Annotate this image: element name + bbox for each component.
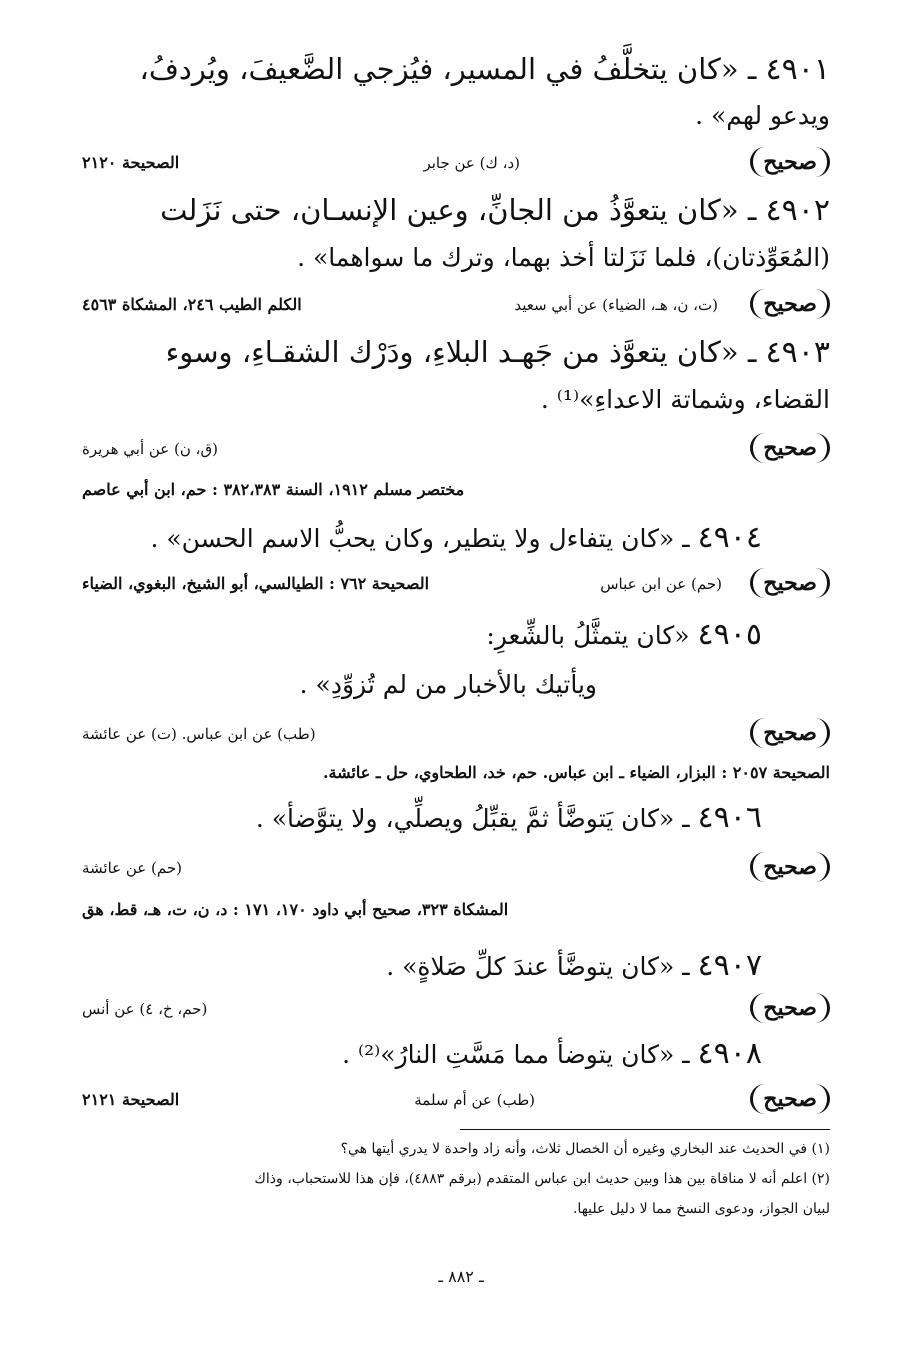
grade-badge: صحيح — [750, 568, 830, 598]
hadith-number: ٤٩٠٥ — [697, 617, 762, 652]
hadith-4905-grade-line — [82, 718, 830, 756]
footnote-rule — [460, 1129, 830, 1130]
source-text: (طب) عن ابن عباس. (ت) عن عائشة — [82, 725, 316, 743]
hadith-4906-reference: المشكاة ٣٢٣، صحيح أبي داود ١٧٠، ١٧١ : د، ن، ت، هـ، قط، هق — [82, 900, 509, 919]
hadith-4903-grade-line — [82, 433, 830, 471]
page-number: ـ ٨٨٢ ـ — [438, 1267, 484, 1286]
grade-badge: صحيح — [750, 433, 830, 463]
source-text: (ق، ن) عن أبي هريرة — [82, 440, 218, 458]
hadith-4901-grade-line — [82, 147, 830, 185]
source-text: (حم، خ، ٤) عن أنس — [82, 1000, 208, 1018]
footnote-1: (١) في الحديث عند البخاري وغيره أن الخصال ثلاث، وأنه زاد واحدة لا يدري أيتها هي؟ — [340, 1141, 830, 1157]
source-text: (ت، ن، هـ، الضياء) عن أبي سعيد — [514, 296, 718, 314]
hadith-text: ـ «كان يتوضَّأ عندَ كلِّ صَلاةٍ» . — [386, 952, 690, 981]
grade-badge: صحيح — [750, 993, 830, 1023]
hadith-4907-grade-line — [82, 993, 830, 1031]
reference-text: الصحيحة ٧٦٢ : الطيالسي، أبو الشيخ، البغوي، الضياء — [82, 574, 430, 593]
hadith-text: «كان يتمثَّلُ بالشِّعرِ: — [486, 621, 690, 650]
hadith-text: ـ «كان يتعوَّذ من جَهـد البلاءِ، ودَرْك الشقـاءِ، وسوء — [165, 335, 757, 369]
hadith-4903-line-2: القضاء، وشماتة الاعداءِ»⁽¹⁾ . — [540, 385, 830, 414]
reference-text: الكلم الطيب ٢٤٦، المشكاة ٤٥٦٣ — [82, 295, 302, 314]
hadith-text: ـ «كان يتوضأ مما مَسَّتِ النارُ»⁽²⁾ . — [342, 1040, 690, 1069]
hadith-4901-line-2: ويدعو لهم» . — [695, 101, 830, 130]
source-text: (د، ك) عن جابر — [423, 154, 520, 172]
hadith-text: ـ «كان يتفاءل ولا يتطير، وكان يحبُّ الاسم الحسن» . — [150, 524, 690, 553]
hadith-4906-grade-line — [82, 852, 830, 890]
grade-badge: صحيح — [750, 289, 830, 319]
hadith-4902-grade-line — [82, 289, 830, 327]
hadith-text: ـ «كان يَتوضَّأ ثمَّ يقبِّلُ ويصلِّي، ولا يتوَّضأ» . — [255, 804, 690, 833]
source-text: (حم) عن عائشة — [82, 859, 182, 877]
hadith-number: ٤٩٠٨ — [697, 1036, 762, 1071]
hadith-4906-line-1 — [82, 800, 762, 835]
hadith-4903-reference: مختصر مسلم ١٩١٢، السنة ٣٨٢،٣٨٣ : حم، ابن أبي عاصم — [82, 480, 465, 499]
hadith-number: ٤٩٠٤ — [697, 520, 762, 555]
hadith-4908-grade-line — [82, 1084, 830, 1122]
hadith-4908-line-1 — [82, 1036, 762, 1071]
grade-badge: صحيح — [750, 147, 830, 177]
reference-text: الصحيحة ٢١٢١ — [82, 1090, 180, 1109]
grade-badge: صحيح — [750, 1084, 830, 1114]
hadith-text: ـ «كان يتعوَّذُ من الجانِّ، وعين الإنسـان، حتى نَزَلت — [160, 193, 757, 227]
hadith-number: ٤٩٠٣ — [765, 335, 830, 370]
hadith-4905-reference: الصحيحة ٢٠٥٧ : البزار، الضياء ـ ابن عباس. حم، خد، الطحاوي، حل ـ عائشة. — [322, 763, 830, 782]
grade-badge: صحيح — [750, 718, 830, 748]
hadith-number: ٤٩٠٢ — [765, 193, 830, 228]
source-text: (حم) عن ابن عباس — [600, 575, 722, 593]
hadith-4907-line-1 — [82, 948, 762, 983]
hadith-4905-line-2: ويأتيك بالأخبار من لم تُزوِّدِ» . — [299, 670, 597, 699]
reference-text: الصحيحة ٢١٢٠ — [82, 153, 180, 172]
hadith-4905-line-1 — [82, 617, 762, 652]
hadith-4903-line-1 — [82, 335, 830, 370]
hadith-4901-line-1 — [82, 52, 830, 87]
footnote-2-continued: لبيان الجواز، ودعوى النسخ مما لا دليل عليها. — [572, 1201, 830, 1217]
hadith-number: ٤٩٠٦ — [697, 800, 762, 835]
grade-badge: صحيح — [750, 852, 830, 882]
source-text: (طب) عن أم سلمة — [414, 1091, 535, 1109]
hadith-text: ـ «كان يتخلَّفُ في المسير، فيُزجي الضَّعيفَ، ويُردفُ، — [139, 52, 757, 86]
footnote-2: (٢) اعلم أنه لا منافاة بين هذا وبين حديث ابن عباس المتقدم (برقم ٤٨٨٣)، فإن هذا للاستحباب، وذاك — [254, 1171, 830, 1187]
hadith-number: ٤٩٠٧ — [697, 948, 762, 983]
hadith-4902-line-2: (المُعَوِّذتان)، فلما نَزَلتا أخذ بهما، وترك ما سواهما» . — [297, 243, 830, 272]
hadith-4902-line-1 — [82, 193, 830, 228]
hadith-4904-line-1 — [82, 520, 762, 555]
hadith-4904-grade-line — [82, 568, 830, 606]
hadith-number: ٤٩٠١ — [765, 52, 830, 87]
